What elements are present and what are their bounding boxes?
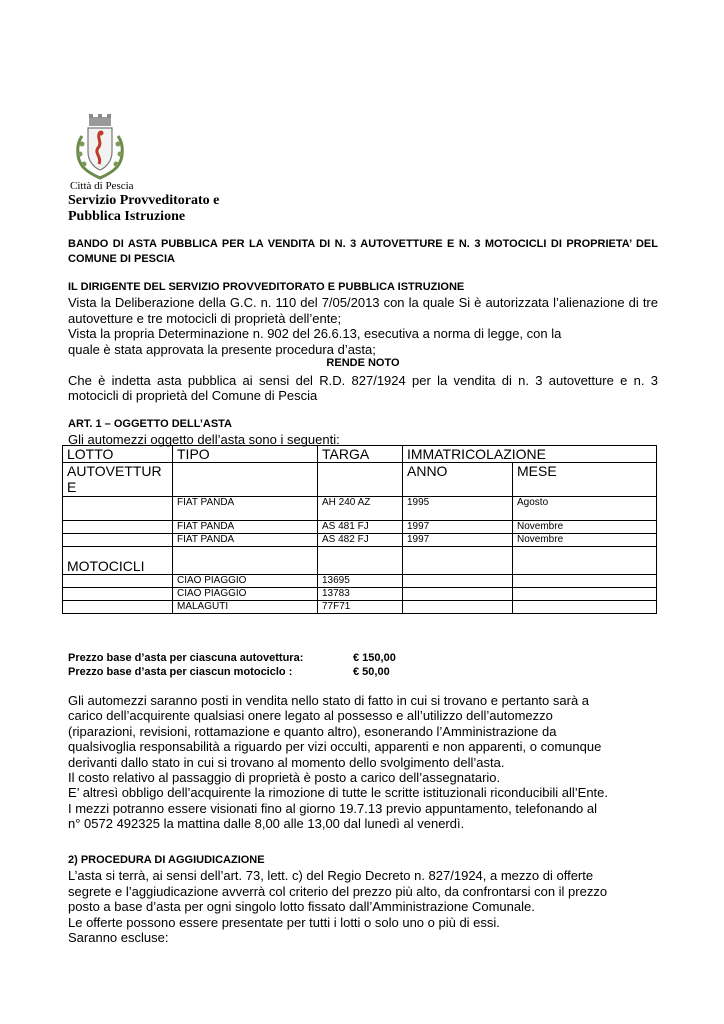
price-row xyxy=(68,651,396,665)
procedura-line: Le offerte possono essere presentate per tutti i lotti o solo uno o più di essi. xyxy=(68,914,500,930)
conditions-section xyxy=(68,693,658,832)
table-cell xyxy=(403,588,513,601)
prices-section xyxy=(68,651,396,679)
table-row xyxy=(63,601,657,614)
table-cell xyxy=(63,497,173,521)
table-row xyxy=(63,575,657,588)
intro-paragraph: Vista la Deliberazione della G.C. n. 110 del 7/05/2013 con la quale Si è autorizzata l’alienazione di tre autovetture e tre motocicli di proprietà dell’ente; xyxy=(68,295,658,326)
conditions-line: (riparazioni, revisioni, rottamazione e quanto altro), esonerando l’Amministrazione da xyxy=(68,723,557,739)
table-cell xyxy=(318,547,403,575)
indetta-paragraph xyxy=(68,373,658,404)
table-cell xyxy=(318,463,403,497)
cell-targa: 13695 xyxy=(318,575,403,588)
header-tipo: TIPO xyxy=(173,446,318,463)
table-cell xyxy=(173,547,318,575)
conditions-line: derivanti dallo stato in cui si trovano al momento dello svolgimento dell’asta. xyxy=(68,754,505,770)
intro-paragraph: Vista la propria Determinazione n. 902 del 26.6.13, esecutiva a norma di legge, con la xyxy=(68,326,562,342)
table-cell xyxy=(63,601,173,614)
cell-anno: 1997 xyxy=(403,534,513,547)
table-row xyxy=(63,534,657,547)
office-name xyxy=(68,193,219,225)
table-cell xyxy=(63,521,173,534)
cell-targa: AH 240 AZ xyxy=(318,497,403,521)
table-cell xyxy=(513,547,657,575)
procedura-line: L’asta si terrà, ai sensi dell’art. 73, lett. c) del Regio Decreto n. 827/1924, a mezzo di offerte xyxy=(68,868,594,884)
table-row xyxy=(63,547,657,575)
cell-tipo: FIAT PANDA xyxy=(173,521,318,534)
table-cell xyxy=(173,463,318,497)
cell-tipo: CIAO PIAGGIO xyxy=(173,588,318,601)
cell-targa: 77F71 xyxy=(318,601,403,614)
table-cell xyxy=(513,575,657,588)
procedura-line: posto a base d’asta per ogni singolo lotto fissato dall’Amministrazione Comunale. xyxy=(68,899,535,915)
table-row xyxy=(63,588,657,601)
cell-mese: Novembre xyxy=(513,534,657,547)
price-row xyxy=(68,665,396,679)
rende-noto-heading: RENDE NOTO xyxy=(326,357,400,369)
price-moto-value: € 50,00 xyxy=(353,666,390,678)
conditions-line: qualsivoglia responsabilità a riguardo per vizi occulti, apparenti e non apparenti, o comunque xyxy=(68,739,602,755)
bando-title: BANDO DI ASTA PUBBLICA PER LA VENDITA DI N. 3 AUTOVETTURE E N. 3 MOTOCICLI DI PROPRIETA’ DEL COMUNE DI PESCIA xyxy=(68,238,658,265)
intro-section xyxy=(68,280,658,357)
office-line: Pubblica Istruzione xyxy=(68,209,186,224)
procedura-line: segrete e l’aggiudicazione avverrà col criterio del prezzo più alto, da confrontarsi con il prezzo xyxy=(68,883,608,899)
category-motocicli: MOTOCICLI xyxy=(63,547,173,575)
coat-of-arms-icon xyxy=(74,114,126,180)
procedura-line: Saranno escluse: xyxy=(68,930,169,946)
art1-heading: ART. 1 – OGGETTO DELL’ASTA xyxy=(68,418,233,430)
dirigente-heading: IL DIRIGENTE DEL SERVIZIO PROVVEDITORATO E PUBBLICA ISTRUZIONE xyxy=(68,281,465,293)
conditions-line: carico dell’acquirente qualsiasi onere legato al possesso e all’utilizzo dell’automezzo xyxy=(68,708,553,724)
table-cell xyxy=(513,588,657,601)
art1-intro: Gli automezzi oggetto dell’asta sono i seguenti: xyxy=(68,432,340,448)
procedura-section xyxy=(68,853,658,945)
conditions-line: n° 0572 492325 la mattina dalle 8,00 alle 13,00 dal lunedì al venerdì. xyxy=(68,816,465,832)
intro-paragraph: quale è stata approvata la presente procedura d’asta; xyxy=(68,341,376,357)
cell-targa: 13783 xyxy=(318,588,403,601)
cell-tipo: FIAT PANDA xyxy=(173,534,318,547)
table-row xyxy=(63,463,657,497)
conditions-line: E’ altresì obbligo dell’acquirente la rimozione di tutte le scritte istituzionali riconducibili all’Ente. xyxy=(68,785,609,801)
header-targa: TARGA xyxy=(318,446,403,463)
table-cell xyxy=(63,534,173,547)
header-immatricolazione: IMMATRICOLAZIONE xyxy=(403,446,657,463)
header-lotto: LOTTO xyxy=(63,446,173,463)
table-cell xyxy=(63,588,173,601)
conditions-line: Gli automezzi saranno posti in vendita nello stato di fatto in cui si trovano e pertanto sarà a xyxy=(68,693,590,708)
cell-mese: Novembre xyxy=(513,521,657,534)
cell-tipo: MALAGUTI xyxy=(173,601,318,614)
table-header-row xyxy=(63,446,657,463)
cell-tipo: FIAT PANDA xyxy=(173,497,318,521)
cell-anno: 1997 xyxy=(403,521,513,534)
table-row xyxy=(63,521,657,534)
indetta-text: Che è indetta asta pubblica ai sensi del R.D. 827/1924 per la vendita di n. 3 autovetture e n. 3 motocicli di proprietà del Comune di Pescia xyxy=(68,373,658,404)
table-cell xyxy=(403,547,513,575)
cell-mese: Agosto xyxy=(513,497,657,521)
category-autovetture: AUTOVETTURE xyxy=(63,463,173,497)
procedura-heading: 2) PROCEDURA DI AGGIUDICAZIONE xyxy=(68,854,265,866)
cell-targa: AS 481 FJ xyxy=(318,521,403,534)
cell-targa: AS 482 FJ xyxy=(318,534,403,547)
lots-table xyxy=(62,445,657,614)
table-cell xyxy=(403,575,513,588)
cell-tipo: CIAO PIAGGIO xyxy=(173,575,318,588)
conditions-line: I mezzi potranno essere visionati fino al giorno 19.7.13 previo appuntamento, telefonando al xyxy=(68,800,598,816)
table-row xyxy=(63,497,657,521)
price-auto-label: Prezzo base d’asta per ciascuna autovettura: xyxy=(68,652,304,664)
cell-anno: 1995 xyxy=(403,497,513,521)
price-moto-label: Prezzo base d’asta per ciascun motociclo : xyxy=(68,666,293,678)
office-line: Servizio Provveditorato e xyxy=(68,193,220,208)
price-auto-value: € 150,00 xyxy=(353,652,396,664)
header-mese: MESE xyxy=(513,463,657,497)
table-cell xyxy=(403,601,513,614)
art1-section xyxy=(68,417,658,448)
table-cell xyxy=(513,601,657,614)
table-cell xyxy=(63,575,173,588)
city-name: Città di Pescia xyxy=(70,180,134,192)
conditions-line: Il costo relativo al passaggio di proprietà è posto a carico dell’assegnatario. xyxy=(68,770,501,786)
header-anno: ANNO xyxy=(403,463,513,497)
